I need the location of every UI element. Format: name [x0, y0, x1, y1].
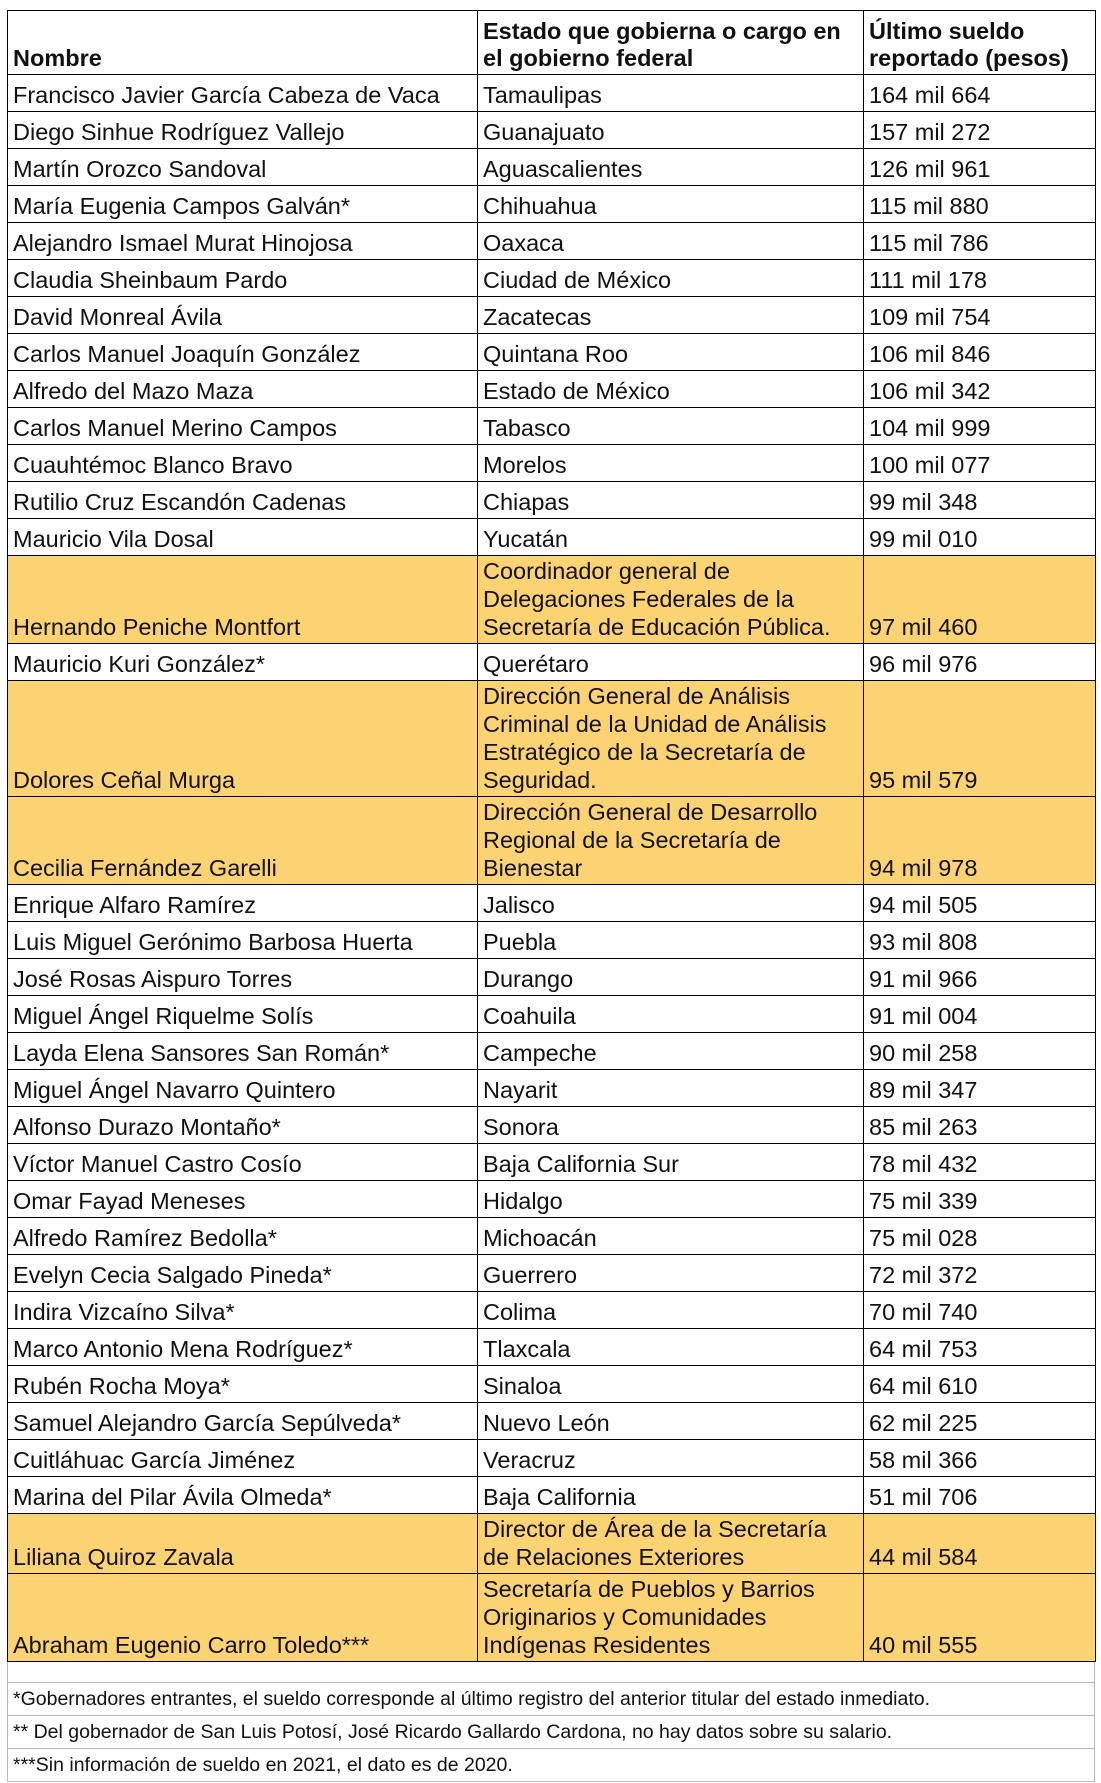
- cell-salary: 75 mil 339: [864, 1181, 1096, 1218]
- cell-name: Samuel Alejandro García Sepúlveda*: [8, 1403, 478, 1440]
- cell-state: Tlaxcala: [478, 1329, 864, 1366]
- table-row: [8, 1574, 1096, 1662]
- cell-salary: 93 mil 808: [864, 922, 1096, 959]
- table-row: [8, 1440, 1096, 1477]
- cell-salary: 94 mil 505: [864, 885, 1096, 922]
- cell-state: Campeche: [478, 1033, 864, 1070]
- cell-salary: 58 mil 366: [864, 1440, 1096, 1477]
- table-row: [8, 1107, 1096, 1144]
- footnote-row: [8, 1749, 1095, 1782]
- cell-name: Cuitláhuac García Jiménez: [8, 1440, 478, 1477]
- table-row: [8, 1329, 1096, 1366]
- cell-state: Secretaría de Pueblos y Barrios Originarios y Comunidades Indígenas Residentes: [478, 1574, 864, 1662]
- cell-name: Alfonso Durazo Montaño*: [8, 1107, 478, 1144]
- cell-salary: 100 mil 077: [864, 445, 1096, 482]
- cell-salary: 99 mil 348: [864, 482, 1096, 519]
- cell-name: Abraham Eugenio Carro Toledo***: [8, 1574, 478, 1662]
- cell-state: Chiapas: [478, 482, 864, 519]
- cell-state: Estado de México: [478, 371, 864, 408]
- cell-salary: 91 mil 966: [864, 959, 1096, 996]
- cell-state: Nuevo León: [478, 1403, 864, 1440]
- footnote-row: [8, 1716, 1095, 1749]
- table-row: [8, 445, 1096, 482]
- cell-state: Querétaro: [478, 644, 864, 681]
- cell-salary: 89 mil 347: [864, 1070, 1096, 1107]
- cell-salary: 104 mil 999: [864, 408, 1096, 445]
- cell-state: Ciudad de México: [478, 260, 864, 297]
- cell-state: Nayarit: [478, 1070, 864, 1107]
- table-body: [8, 75, 1096, 1662]
- cell-name: Liliana Quiroz Zavala: [8, 1514, 478, 1574]
- cell-state: Zacatecas: [478, 297, 864, 334]
- cell-name: Layda Elena Sansores San Román*: [8, 1033, 478, 1070]
- table-row: [8, 482, 1096, 519]
- cell-salary: 64 mil 610: [864, 1366, 1096, 1403]
- cell-state: Sinaloa: [478, 1366, 864, 1403]
- table-row: [8, 223, 1096, 260]
- table-row: [8, 75, 1096, 112]
- cell-name: Miguel Ángel Riquelme Solís: [8, 996, 478, 1033]
- cell-salary: 106 mil 342: [864, 371, 1096, 408]
- cell-name: Alejandro Ismael Murat Hinojosa: [8, 223, 478, 260]
- table-row: [8, 1255, 1096, 1292]
- cell-salary: 115 mil 786: [864, 223, 1096, 260]
- spacer: [7, 1662, 1095, 1682]
- header-salary: Último sueldo reportado (pesos): [864, 11, 1096, 75]
- cell-salary: 99 mil 010: [864, 519, 1096, 556]
- cell-state: Dirección General de Análisis Criminal de la Unidad de Análisis Estratégico de la Secretaría de Seguridad.: [478, 681, 864, 797]
- header-name: Nombre: [8, 11, 478, 75]
- cell-name: Francisco Javier García Cabeza de Vaca: [8, 75, 478, 112]
- cell-name: Martín Orozco Sandoval: [8, 149, 478, 186]
- cell-state: Guerrero: [478, 1255, 864, 1292]
- table-row: [8, 1218, 1096, 1255]
- cell-name: María Eugenia Campos Galván*: [8, 186, 478, 223]
- footnote-text: *Gobernadores entrantes, el sueldo corresponde al último registro del anterior titular del estado inmediato.: [8, 1683, 1095, 1716]
- cell-name: Rutilio Cruz Escandón Cadenas: [8, 482, 478, 519]
- cell-salary: 94 mil 978: [864, 797, 1096, 885]
- table-row: [8, 797, 1096, 885]
- table-row: [8, 519, 1096, 556]
- cell-salary: 90 mil 258: [864, 1033, 1096, 1070]
- cell-salary: 62 mil 225: [864, 1403, 1096, 1440]
- cell-state: Quintana Roo: [478, 334, 864, 371]
- cell-name: Cuauhtémoc Blanco Bravo: [8, 445, 478, 482]
- cell-state: Guanajuato: [478, 112, 864, 149]
- cell-name: Mauricio Kuri González*: [8, 644, 478, 681]
- cell-name: Marco Antonio Mena Rodríguez*: [8, 1329, 478, 1366]
- cell-name: José Rosas Aispuro Torres: [8, 959, 478, 996]
- table-row: [8, 1403, 1096, 1440]
- cell-state: Yucatán: [478, 519, 864, 556]
- table-row: [8, 644, 1096, 681]
- table-row: [8, 1514, 1096, 1574]
- cell-name: Omar Fayad Meneses: [8, 1181, 478, 1218]
- cell-name: Marina del Pilar Ávila Olmeda*: [8, 1477, 478, 1514]
- cell-name: Rubén Rocha Moya*: [8, 1366, 478, 1403]
- cell-salary: 106 mil 846: [864, 334, 1096, 371]
- cell-name: Víctor Manuel Castro Cosío: [8, 1144, 478, 1181]
- cell-name: Evelyn Cecia Salgado Pineda*: [8, 1255, 478, 1292]
- table-row: [8, 922, 1096, 959]
- cell-salary: 115 mil 880: [864, 186, 1096, 223]
- table-row: [8, 959, 1096, 996]
- cell-state: Hidalgo: [478, 1181, 864, 1218]
- cell-state: Colima: [478, 1292, 864, 1329]
- cell-state: Oaxaca: [478, 223, 864, 260]
- cell-salary: 75 mil 028: [864, 1218, 1096, 1255]
- cell-salary: 96 mil 976: [864, 644, 1096, 681]
- cell-salary: 44 mil 584: [864, 1514, 1096, 1574]
- cell-state: Director de Área de la Secretaría de Relaciones Exteriores: [478, 1514, 864, 1574]
- cell-state: Coordinador general de Delegaciones Federales de la Secretaría de Educación Pública.: [478, 556, 864, 644]
- cell-state: Durango: [478, 959, 864, 996]
- cell-state: Baja California: [478, 1477, 864, 1514]
- cell-salary: 126 mil 961: [864, 149, 1096, 186]
- cell-salary: 109 mil 754: [864, 297, 1096, 334]
- page: [7, 10, 1095, 1782]
- cell-name: Indira Vizcaíno Silva*: [8, 1292, 478, 1329]
- cell-name: Hernando Peniche Montfort: [8, 556, 478, 644]
- table-row: [8, 260, 1096, 297]
- header-state: Estado que gobierna o cargo en el gobierno federal: [478, 11, 864, 75]
- table-header: [8, 11, 1096, 75]
- cell-name: Mauricio Vila Dosal: [8, 519, 478, 556]
- cell-state: Michoacán: [478, 1218, 864, 1255]
- cell-name: David Monreal Ávila: [8, 297, 478, 334]
- cell-state: Coahuila: [478, 996, 864, 1033]
- table-row: [8, 1292, 1096, 1329]
- table-row: [8, 1033, 1096, 1070]
- footnote-row: [8, 1683, 1095, 1716]
- cell-state: Puebla: [478, 922, 864, 959]
- cell-name: Luis Miguel Gerónimo Barbosa Huerta: [8, 922, 478, 959]
- cell-name: Claudia Sheinbaum Pardo: [8, 260, 478, 297]
- cell-name: Alfredo del Mazo Maza: [8, 371, 478, 408]
- cell-state: Chihuahua: [478, 186, 864, 223]
- cell-state: Dirección General de Desarrollo Regional de la Secretaría de Bienestar: [478, 797, 864, 885]
- cell-state: Tamaulipas: [478, 75, 864, 112]
- footnotes: [7, 1682, 1095, 1782]
- table-row: [8, 996, 1096, 1033]
- footnote-text: ** Del gobernador de San Luis Potosí, José Ricardo Gallardo Cardona, no hay datos sobre su salario.: [8, 1716, 1095, 1749]
- cell-salary: 51 mil 706: [864, 1477, 1096, 1514]
- cell-salary: 95 mil 579: [864, 681, 1096, 797]
- cell-name: Dolores Ceñal Murga: [8, 681, 478, 797]
- salary-table: [7, 10, 1096, 1662]
- table-row: [8, 408, 1096, 445]
- cell-salary: 64 mil 753: [864, 1329, 1096, 1366]
- table-row: [8, 112, 1096, 149]
- cell-name: Enrique Alfaro Ramírez: [8, 885, 478, 922]
- cell-salary: 97 mil 460: [864, 556, 1096, 644]
- cell-salary: 85 mil 263: [864, 1107, 1096, 1144]
- footnote-text: ***Sin información de sueldo en 2021, el dato es de 2020.: [8, 1749, 1095, 1782]
- cell-salary: 78 mil 432: [864, 1144, 1096, 1181]
- table-row: [8, 1181, 1096, 1218]
- cell-state: Tabasco: [478, 408, 864, 445]
- table-row: [8, 297, 1096, 334]
- cell-salary: 91 mil 004: [864, 996, 1096, 1033]
- cell-name: Miguel Ángel Navarro Quintero: [8, 1070, 478, 1107]
- table-row: [8, 681, 1096, 797]
- cell-salary: 157 mil 272: [864, 112, 1096, 149]
- cell-state: Veracruz: [478, 1440, 864, 1477]
- table-row: [8, 149, 1096, 186]
- table-row: [8, 186, 1096, 223]
- cell-salary: 164 mil 664: [864, 75, 1096, 112]
- cell-state: Baja California Sur: [478, 1144, 864, 1181]
- cell-state: Aguascalientes: [478, 149, 864, 186]
- table-row: [8, 334, 1096, 371]
- table-row: [8, 371, 1096, 408]
- cell-salary: 111 mil 178: [864, 260, 1096, 297]
- cell-name: Diego Sinhue Rodríguez Vallejo: [8, 112, 478, 149]
- cell-name: Carlos Manuel Merino Campos: [8, 408, 478, 445]
- cell-name: Carlos Manuel Joaquín González: [8, 334, 478, 371]
- table-row: [8, 556, 1096, 644]
- table-row: [8, 1070, 1096, 1107]
- cell-salary: 70 mil 740: [864, 1292, 1096, 1329]
- table-row: [8, 1366, 1096, 1403]
- cell-salary: 72 mil 372: [864, 1255, 1096, 1292]
- table-row: [8, 1144, 1096, 1181]
- cell-salary: 40 mil 555: [864, 1574, 1096, 1662]
- cell-name: Cecilia Fernández Garelli: [8, 797, 478, 885]
- cell-name: Alfredo Ramírez Bedolla*: [8, 1218, 478, 1255]
- cell-state: Sonora: [478, 1107, 864, 1144]
- table-row: [8, 1477, 1096, 1514]
- table-row: [8, 885, 1096, 922]
- cell-state: Jalisco: [478, 885, 864, 922]
- cell-state: Morelos: [478, 445, 864, 482]
